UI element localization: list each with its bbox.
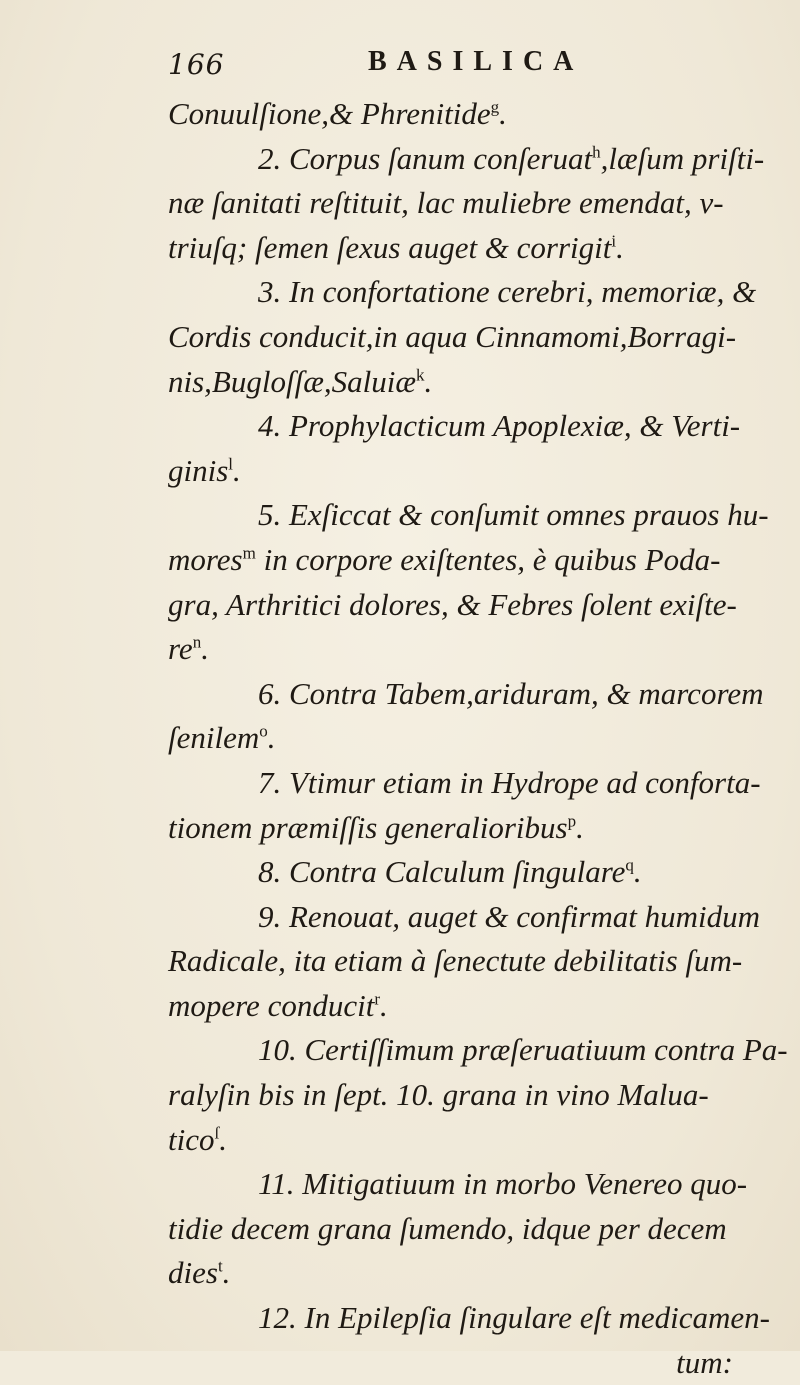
footnote-marker: q [625,855,634,875]
line-text: ſenilem [168,720,260,756]
line-text: 3. In confortatione cerebri, memoriæ, & [258,274,757,310]
footnote-marker: r [374,989,380,1009]
text-line [168,360,733,405]
text-line [168,895,760,940]
line-tail: . [380,987,388,1023]
text-line [168,1207,733,1252]
line-text: ginis [168,452,229,488]
line-text: re [168,631,193,667]
footnote-marker: g [490,97,500,117]
line-text: ralyſin bis in ſept. 10. grana in vino Malua- [168,1077,709,1113]
line-text: Cordis conducit,in aqua Cinnamomi,Borragi- [168,318,737,354]
line-text: 9. Renouat, auget & confirmat humidum [258,898,760,934]
line-text: mores [168,541,243,577]
text-line [168,493,769,538]
line-text: Radicale, ita etiam à ſenectute debilitatis ſum- [168,943,743,979]
text-line [168,449,733,494]
text-line [168,1341,733,1385]
line-tail: . [499,96,507,131]
line-text: 11. Mitigatiuum in morbo Venereo quo- [258,1166,748,1202]
text-line [168,716,733,761]
text-line [168,627,733,672]
page-header [168,42,728,82]
text-line [168,1028,788,1073]
line-tail: . [633,854,642,890]
line-tail: . [201,631,209,667]
text-line [168,583,737,628]
text-line [168,1251,733,1296]
text-line [168,761,761,806]
line-text: triuſq; ſemen ſexus auget & corrigit [168,229,612,265]
line-text: nis,Bugloſſæ,Saluiæ [168,363,417,399]
line-tail: . [576,809,584,845]
running-title: BASILICA [368,46,584,77]
line-text: næ ſanitati reſtituit, lac muliebre emendat, v- [168,185,724,221]
footnote-marker: n [192,632,202,652]
footnote-marker: k [416,365,425,385]
text-line [168,1296,770,1341]
text-line [168,1162,748,1207]
footnote-marker: h [592,142,601,162]
footnote-marker: l [228,454,234,474]
line-text: tidie decem grana ſumendo, idque per decem [168,1210,727,1246]
line-tail: . [616,229,624,265]
text-line [168,1118,733,1163]
line-text: Conuulſione,& Phrenitide [168,96,491,131]
line-text: 5. Exſiccat & conſumit omnes prauos hu- [258,497,769,533]
line-text: 6. Contra Tabem,ariduram, & marcorem [258,675,764,711]
text-line [168,137,765,182]
footnote-marker: ſ [214,1123,220,1143]
footnote-marker: p [567,811,577,831]
line-tail: . [424,363,433,399]
text-line [168,1073,733,1118]
line-text: tionem præmiſſis generalioribus [168,809,568,845]
page-number: 166 [168,48,225,81]
line-tail: ,læſum priſti- [600,140,765,176]
text-line [168,270,757,315]
line-tail: . [222,1255,231,1291]
line-tail: . [267,720,276,756]
line-text: dies [168,1255,218,1291]
text-line [168,226,733,271]
line-text: 7. Vtimur etiam in Hydrope ad conforta- [258,764,761,800]
line-text: 10. Certiſſimum præſeruatiuum contra Pa- [258,1032,788,1068]
text-line [168,939,743,984]
footnote-marker: o [259,721,268,741]
text-line [168,984,733,1029]
line-text: gra, Arthritici dolores, & Febres ſolent exiſte- [168,586,737,622]
text-line [168,806,733,851]
footnote-marker: m [242,543,256,563]
text-line [168,538,733,583]
line-text: 2. Corpus ſanum conſeruat [258,140,593,176]
text-line [168,850,733,895]
line-tail: . [219,1121,227,1157]
text-line [168,181,733,226]
text-line [168,672,764,717]
footnote-marker: t [217,1257,223,1277]
line-text: tum: [676,1344,733,1380]
text-line [168,92,733,137]
line-tail: in corpore exiſtentes, è quibus Poda- [255,541,721,577]
line-tail: . [233,452,241,488]
footnote-marker: i [611,231,617,251]
line-text: mopere conducit [168,987,375,1023]
body-text [168,92,788,1385]
line-text: 8. Contra Calculum ſingulare [258,854,626,890]
text-line [168,315,737,360]
text-line [168,404,741,449]
line-text: 4. Prophylacticum Apoplexiæ, & Verti- [258,408,741,444]
line-text: tico [168,1121,215,1157]
line-text: 12. In Epilepſia ſingulare eſt medicamen- [258,1300,770,1336]
